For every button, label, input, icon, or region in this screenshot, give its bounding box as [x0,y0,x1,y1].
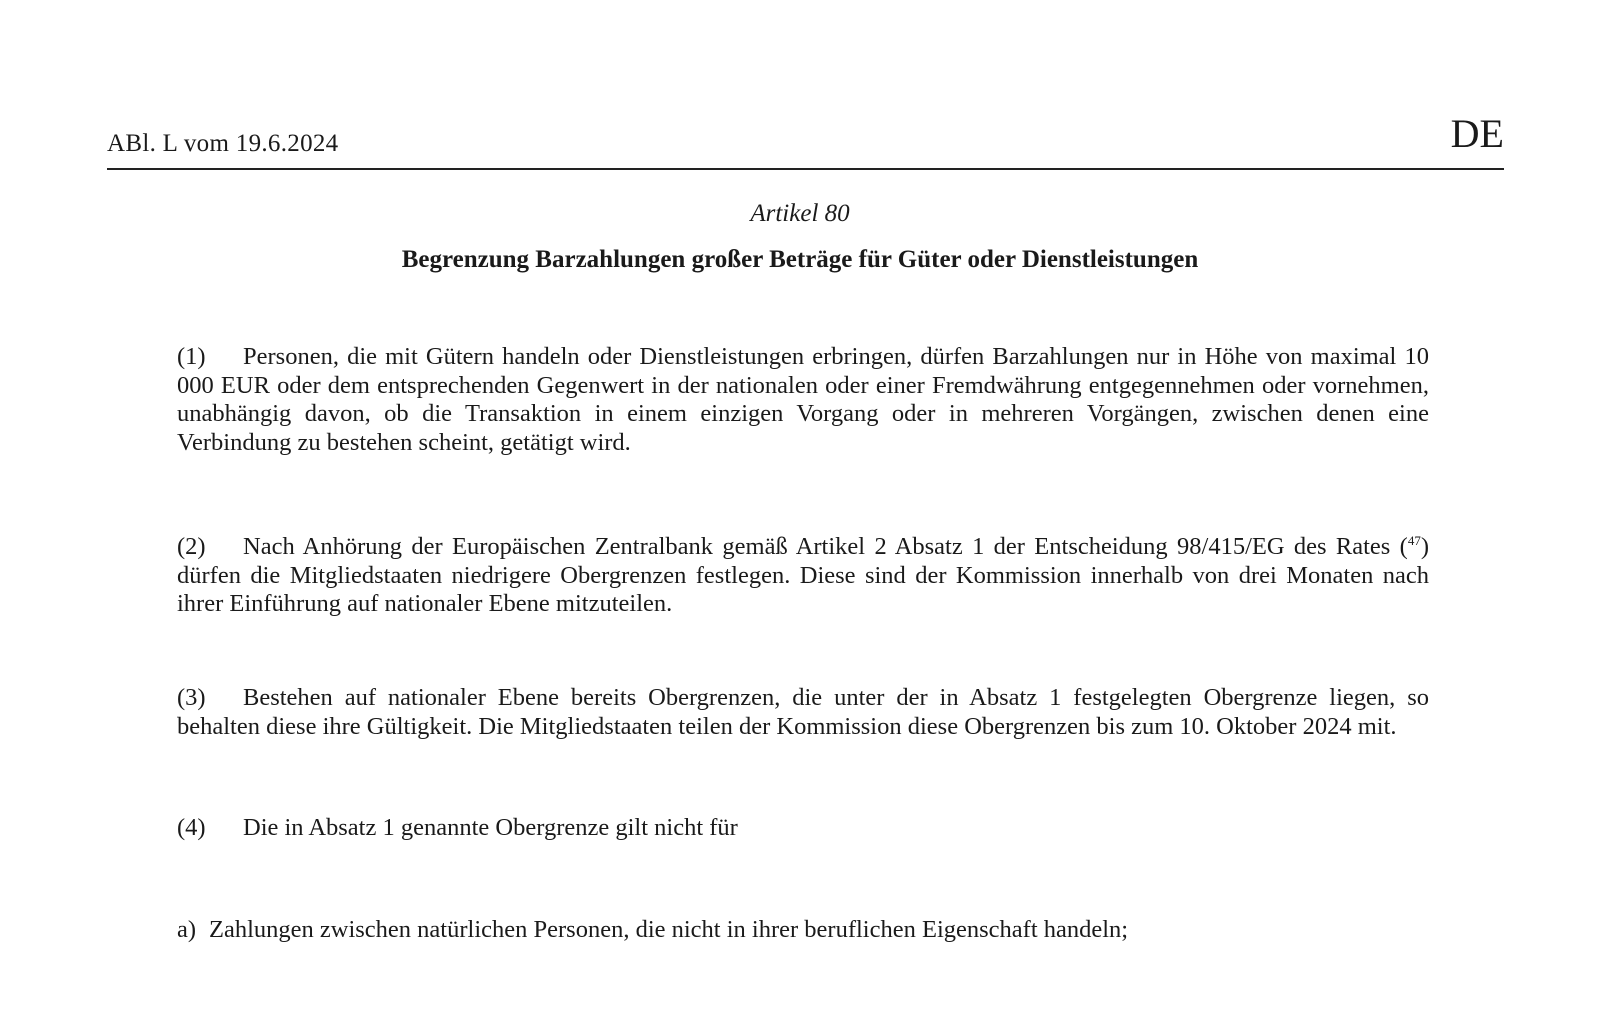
paragraph-number: (4) [177,814,206,841]
paragraph-text: Personen, die mit Gütern handeln oder Dienstleistungen erbringen, dürfen Barzahlungen nur in Höhe von maximal 10 000 EUR oder dem entsprechenden Gegenwert in der nationalen oder einer Fremdwährung entgegennehmen oder vornehmen, unabhängig davon, ob die Transaktion in einem einzigen Vorgang oder in mehreren Vorgängen, zwischen denen eine Verbindung zu bestehen scheint, getätigt wird. [177,343,1429,456]
article-number: Artikel 80 [750,200,850,227]
list-item-text: Zahlungen zwischen natürlichen Personen, die nicht in ihrer beruflichen Eigenschaft handeln; [209,916,1129,943]
paragraph-text-continued: ) dürfen die Mitgliedstaaten niedrigere Obergrenzen festlegen. Diese sind der Kommission innerhalb von drei Monaten nach ihrer Einführung auf nationaler Ebene mitzuteilen. [177,533,1429,617]
list-item-letter: a) [177,916,197,943]
paragraph-text: Nach Anhörung der Europäischen Zentralbank gemäß Artikel 2 Absatz 1 der Entscheidung 98/415/EG des Rates ( [243,533,1408,560]
article-title: Begrenzung Barzahlungen großer Beträge für Güter oder Dienstleistungen [401,246,1199,273]
paragraph-number: (3) [177,684,206,711]
footnote-reference[interactable]: 47 [1407,533,1421,548]
paragraph-text: Bestehen auf nationaler Ebene bereits Obergrenzen, die unter der in Absatz 1 festgelegten Obergrenze liegen, so behalten diese ihre Gültigkeit. Die Mitgliedstaaten teilen der Kommission diese Obergrenzen bis zum 10. Oktober 2024 mit. [177,684,1429,740]
paragraph-2 [177,527,1429,619]
paragraph-1 [177,343,1429,457]
paragraph-4 [177,814,1429,843]
journal-reference: ABl. L vom 19.6.2024 [107,130,339,157]
paragraph-3 [177,684,1429,741]
page-header [107,106,1504,170]
language-code: DE [1450,111,1504,156]
paragraph-text: Die in Absatz 1 genannte Obergrenze gilt nicht für [243,814,738,841]
paragraph-number: (1) [177,343,206,370]
list-item-a [177,916,1429,945]
paragraph-number: (2) [177,533,206,560]
